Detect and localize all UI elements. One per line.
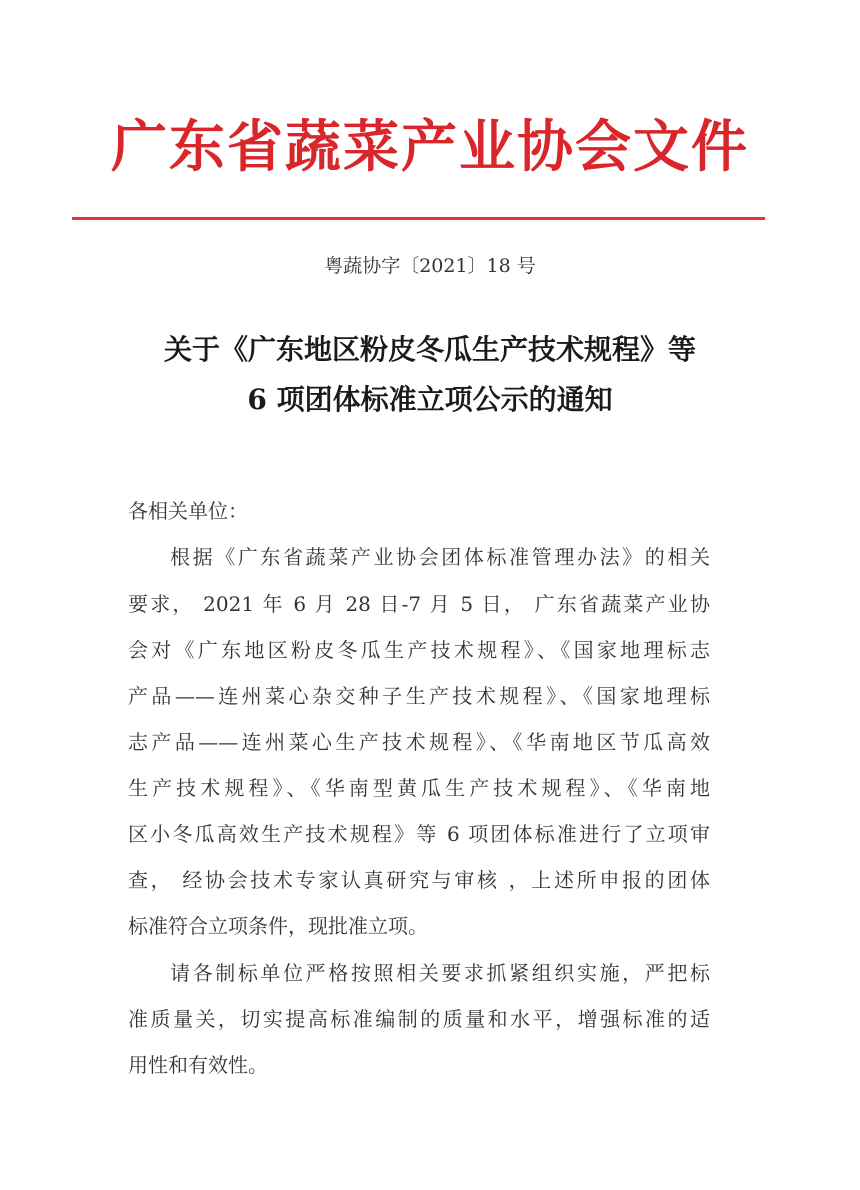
paragraph-2-line: 准质量关，切实提高标准编制的质量和水平，增强标准的适: [128, 1007, 710, 1031]
paragraph-1-line: 区小冬瓜高效生产技术规程》等 6 项团体标准进行了立项审: [128, 822, 710, 846]
header-title: 广东省蔬菜产业协会文件: [111, 114, 749, 180]
paragraph-1-line: 根据《广东省蔬菜产业协会团体标准管理办法》的相关: [170, 545, 710, 569]
salutation: 各相关单位：: [128, 499, 248, 523]
paragraph-2-line: 用性和有效性。: [128, 1053, 268, 1077]
paragraph-1-line: 要求， 2021 年 6 月 28 日-7 月 5 日， 广东省蔬菜产业协: [128, 592, 710, 616]
notice-title-line-2: 6 项团体标准立项公示的通知: [247, 383, 613, 416]
header-divider: [72, 217, 765, 220]
paragraph-2-line: 请各制标单位严格按照相关要求抓紧组织实施，严把标: [170, 961, 710, 985]
paragraph-1-line: 标准符合立项条件，现批准立项。: [128, 914, 428, 938]
paragraph-1-line: 志产品——连州菜心生产技术规程》、《华南地区节瓜高效: [128, 730, 710, 754]
paragraph-1-line: 会对《广东地区粉皮冬瓜生产技术规程》、《国家地理标志: [128, 638, 710, 662]
paragraph-1-line: 查， 经协会技术专家认真研究与审核 ，上述所申报的团体: [128, 868, 710, 892]
paragraph-1-line: 生产技术规程》、《华南型黄瓜生产技术规程》、《华南地: [128, 776, 710, 800]
document-number: 粤蔬协字〔2021〕18 号: [324, 255, 536, 277]
notice-title-line-1: 关于《广东地区粉皮冬瓜生产技术规程》等: [163, 333, 696, 366]
paragraph-1-line: 产品——连州菜心杂交种子生产技术规程》、《国家地理标: [128, 684, 710, 708]
